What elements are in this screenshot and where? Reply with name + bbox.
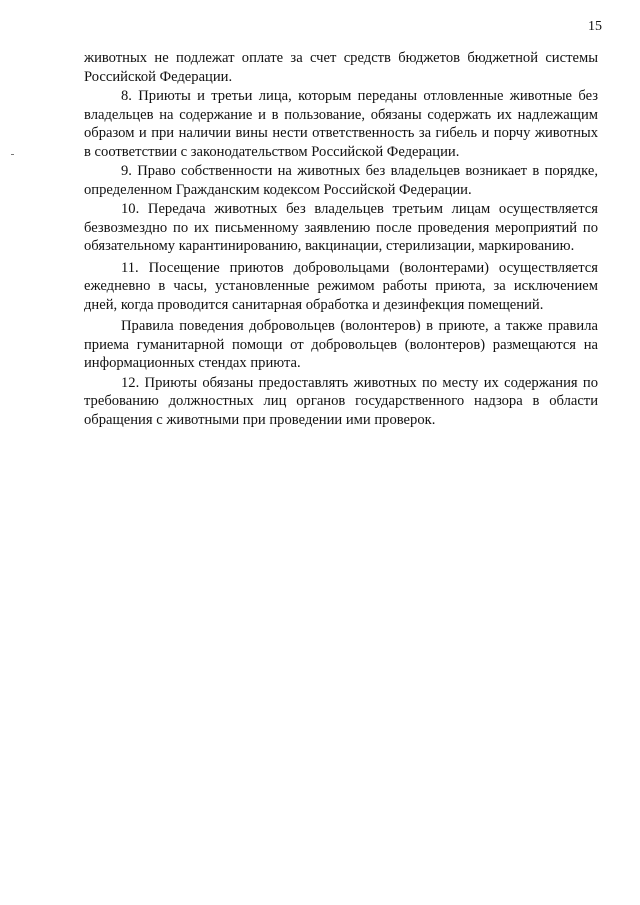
paragraph-9: 9. Право собственности на животных без владельцев возникает в порядке, определенном Гражданским кодексом Российской Федерации. (84, 163, 598, 198)
document-body (84, 49, 598, 430)
paragraph-11-rules: Правила поведения добровольцев (волонтеров) в приюте, а также правила приема гуманитарной помощи от добровольцев (волонтеров) размещаются на информационных стендах приюта. (84, 318, 598, 371)
page-number: 15 (588, 19, 602, 34)
paragraph-8: 8. Приюты и третьи лица, которым переданы отловленные животные без владельцев на содержание и в пользование, обязаны содержать их надлежащим образом и при наличии вины нести ответственность за гибель и порчу животных в соответствии с законодательством Российской Федерации. (84, 88, 598, 160)
paragraph-11: 11. Посещение приютов добровольцами (волонтерами) осуществляется ежедневно в часы, установленные режимом работы приюта, за исключением дней, когда проводится санитарная обработка и дезинфекция помещений. (84, 259, 598, 313)
margin-mark (11, 154, 14, 155)
paragraph-10: 10. Передача животных без владельцев третьим лицам осуществляется безвозмездно по их письменному заявлению после проведения мероприятий по обязательному карантинированию, вакцинации, стерилизации, маркированию. (84, 201, 598, 254)
paragraph-continuation: животных не подлежат оплате за счет средств бюджетов бюджетной системы Российской Федерации. (84, 50, 598, 85)
paragraph-12: 12. Приюты обязаны предоставлять животных по месту их содержания по требованию должностных лиц органов государственного надзора в области обращения с животными при проведении ими проверок. (84, 374, 598, 428)
